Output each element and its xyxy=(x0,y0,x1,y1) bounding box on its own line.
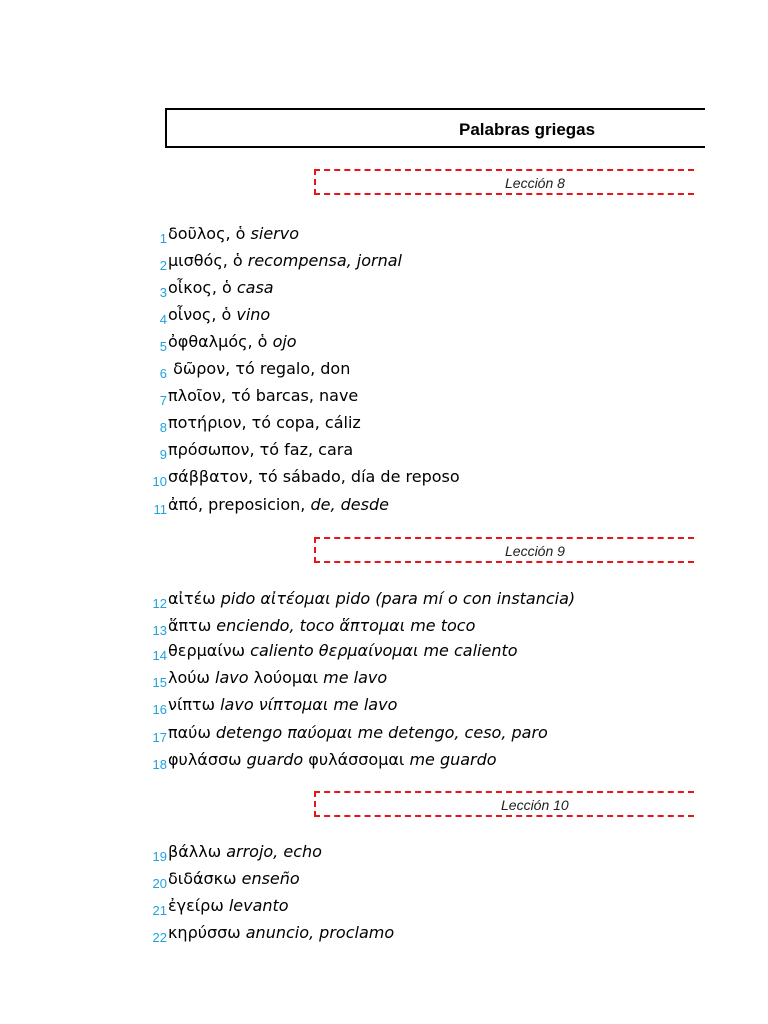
vocab-entry xyxy=(140,582,576,611)
greek-word: ἀπό, preposicion, xyxy=(168,495,311,514)
meaning: guardo xyxy=(246,750,304,769)
vocab-entry xyxy=(140,688,398,717)
greek-middle: φυλάσσομαι xyxy=(303,750,410,769)
entry-number: 22 xyxy=(152,930,167,945)
entry-number: 7 xyxy=(159,393,167,408)
meaning: lavo νίπτομαι me lavo xyxy=(220,695,398,714)
page-title: Palabras griegas xyxy=(459,120,596,139)
entry-number: 19 xyxy=(152,849,167,864)
vocab-entry xyxy=(140,298,271,327)
entry-number: 1 xyxy=(159,231,167,246)
vocab-entry xyxy=(140,743,497,772)
vocab-entry xyxy=(140,634,518,663)
vocab-entry xyxy=(140,609,476,638)
meaning: vino xyxy=(236,305,271,324)
meaning-middle: me guardo xyxy=(409,750,497,769)
greek-word: ἅπτω xyxy=(168,616,217,635)
greek-word: οἶνος, ὁ xyxy=(168,305,237,324)
lesson-header-10 xyxy=(314,791,694,817)
vocab-entry xyxy=(140,835,322,864)
vocab-entry xyxy=(140,271,274,300)
greek-word: οἶκος, ὁ xyxy=(168,278,237,297)
meaning: anuncio, proclamo xyxy=(245,923,395,942)
greek-word: πλοῖον, τό barcas, nave xyxy=(168,386,359,405)
meaning: levanto xyxy=(228,896,289,915)
greek-word: ἐγείρω xyxy=(168,896,229,915)
vocab-entry xyxy=(140,460,460,489)
entry-number: 21 xyxy=(152,903,167,918)
vocab-entry xyxy=(140,325,297,354)
meaning: ojo xyxy=(272,332,297,351)
entry-number: 12 xyxy=(152,596,167,611)
entry-number: 6 xyxy=(159,366,167,381)
vocab-entry xyxy=(140,433,354,462)
vocab-entry xyxy=(140,352,351,381)
lesson-label: Lección 9 xyxy=(505,543,565,559)
greek-word: παύω xyxy=(168,723,216,742)
meaning-middle: me lavo xyxy=(323,668,388,687)
greek-word: δοῦλος, ὁ xyxy=(168,224,251,243)
vocab-entry xyxy=(140,661,388,690)
greek-word: νίπτω xyxy=(168,695,221,714)
entry-number: 13 xyxy=(152,623,167,638)
vocab-entry xyxy=(140,244,402,273)
entry-number: 2 xyxy=(159,258,167,273)
entry-number: 8 xyxy=(159,420,167,435)
entry-number: 17 xyxy=(152,730,167,745)
entry-number: 15 xyxy=(152,675,167,690)
lesson-header-8 xyxy=(314,169,694,195)
entry-number: 18 xyxy=(152,757,167,772)
vocab-entry xyxy=(140,406,361,435)
entry-number: 10 xyxy=(152,474,167,489)
meaning: recompensa, jornal xyxy=(247,251,402,270)
vocab-entry xyxy=(140,916,395,945)
meaning: caliento θερμαίνομαι me caliento xyxy=(250,641,518,660)
vocab-entry xyxy=(140,488,389,517)
greek-word: ποτήριον, τό copa, cáliz xyxy=(168,413,361,432)
entry-number: 3 xyxy=(159,285,167,300)
entry-number: 4 xyxy=(159,312,167,327)
meaning: detengo παύομαι me detengo, ceso, paro xyxy=(215,723,548,742)
greek-word: κηρύσσω xyxy=(168,923,246,942)
greek-word: αἰτέω xyxy=(168,589,221,608)
lesson-header-9 xyxy=(314,537,694,563)
meaning: enseño xyxy=(241,869,300,888)
vocab-entry xyxy=(140,889,289,918)
greek-word: δῶρον, τό regalo, don xyxy=(168,359,351,378)
greek-word: φυλάσσω xyxy=(168,750,247,769)
lesson-label: Lección 8 xyxy=(505,175,565,191)
entry-number: 14 xyxy=(152,648,167,663)
greek-word: σάββατον, τό sábado, día de reposo xyxy=(168,467,460,486)
entry-number: 20 xyxy=(152,876,167,891)
entry-number: 5 xyxy=(159,339,167,354)
greek-word: πρόσωπον, τό faz, cara xyxy=(168,440,354,459)
vocab-entry xyxy=(140,716,548,745)
meaning: de, desde xyxy=(310,495,389,514)
greek-word: διδάσκω xyxy=(168,869,242,888)
title-box xyxy=(165,108,705,148)
meaning: siervo xyxy=(250,224,299,243)
vocab-entry xyxy=(140,379,359,408)
greek-word: μισθός, ὁ xyxy=(168,251,248,270)
greek-word: ὀφθαλμός, ὁ xyxy=(168,332,273,351)
entry-number: 16 xyxy=(152,702,167,717)
vocab-entry xyxy=(140,217,299,246)
meaning: enciendo, toco ἅπτομαι me toco xyxy=(216,616,476,635)
greek-middle: λούομαι xyxy=(248,668,324,687)
greek-word: λούω xyxy=(168,668,215,687)
vocab-entry xyxy=(140,862,300,891)
entry-number: 11 xyxy=(153,502,167,517)
greek-word: θερμαίνω xyxy=(168,641,251,660)
entry-number: 9 xyxy=(159,447,167,462)
meaning: pido αἰτέομαι pido (para mí o con instancia) xyxy=(220,589,576,608)
meaning: lavo xyxy=(215,668,249,687)
greek-word: βάλλω xyxy=(168,842,227,861)
meaning: casa xyxy=(236,278,274,297)
meaning: arrojo, echo xyxy=(226,842,322,861)
lesson-label: Lección 10 xyxy=(501,797,569,813)
